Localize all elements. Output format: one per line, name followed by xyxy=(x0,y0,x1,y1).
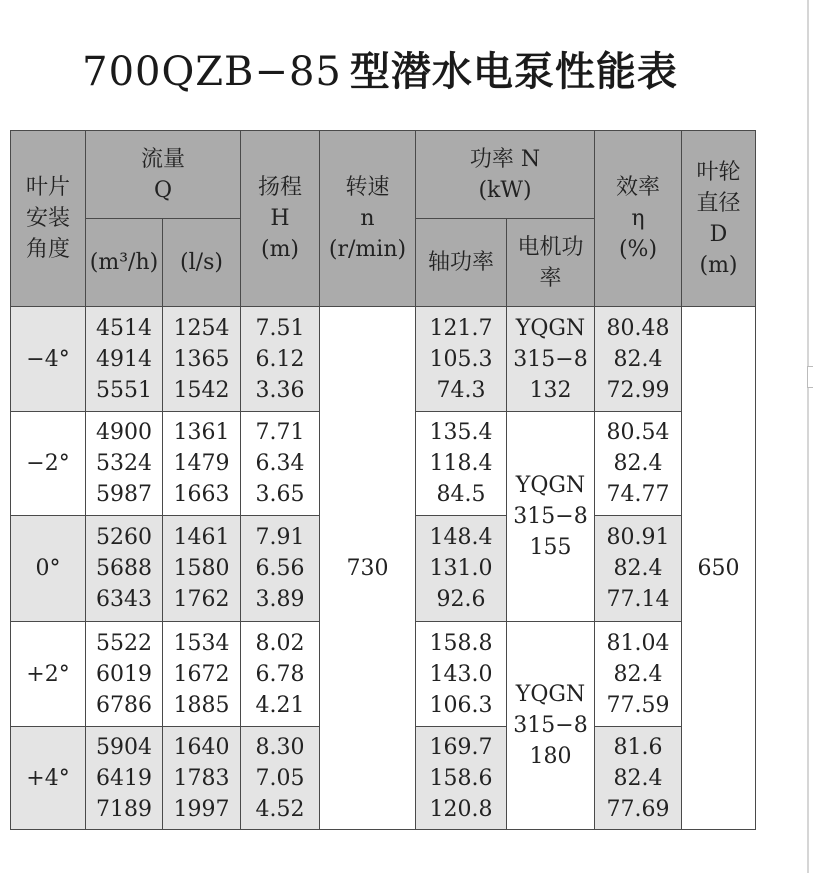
q-m3h-cell xyxy=(86,727,163,830)
angle-cell: −2° xyxy=(11,412,86,516)
cell-line: 84.5 xyxy=(436,482,486,507)
cell-line: 流量 xyxy=(140,146,185,172)
cell-line: 92.6 xyxy=(436,587,486,612)
cell-line: 315−8 xyxy=(513,504,588,529)
cell-line: 135.4 xyxy=(429,420,493,445)
cell-line: 180 xyxy=(529,744,572,769)
cell-line: 叶片 xyxy=(25,175,70,200)
cell-line: 81.04 xyxy=(606,630,670,656)
shaft-power-cell xyxy=(416,727,507,830)
header-power xyxy=(416,131,595,219)
cell-line: D xyxy=(709,221,728,247)
header-shaft-power: 轴功率 xyxy=(416,219,507,307)
cell-line: 80.54 xyxy=(606,420,670,445)
cell-line: 72.99 xyxy=(606,377,670,403)
cell-line: 1254 xyxy=(173,315,230,341)
cell-line: 1361 xyxy=(173,420,230,445)
cell-line: 106.3 xyxy=(429,692,493,718)
cell-line: 1640 xyxy=(173,734,230,760)
q-m3h-cell xyxy=(86,622,163,727)
header-efficiency xyxy=(595,131,682,307)
cell-line: 4.52 xyxy=(255,796,305,822)
motor-cell xyxy=(507,412,595,622)
cell-line: 82.4 xyxy=(613,661,663,687)
cell-line: 4.21 xyxy=(255,692,305,718)
cell-line: 7.05 xyxy=(255,765,305,791)
cell-line: 1461 xyxy=(173,525,230,550)
cell-line: 8.02 xyxy=(255,630,305,656)
cell-line: (r/min) xyxy=(328,237,407,262)
header-flow-m3h: (m³/h) xyxy=(86,219,163,307)
cell-line: 角度 xyxy=(25,237,70,262)
cell-line: YQGN xyxy=(515,682,586,707)
cell-line: 5260 xyxy=(96,525,152,550)
efficiency-cell xyxy=(595,727,682,830)
cell-line: 148.4 xyxy=(429,525,493,550)
title-model: 700QZB−85 xyxy=(82,49,342,95)
angle-cell: 0° xyxy=(11,516,86,622)
cell-line: 82.4 xyxy=(613,765,663,791)
motor-cell xyxy=(507,307,595,412)
shaft-power-cell xyxy=(416,307,507,412)
q-ls-cell xyxy=(163,307,241,412)
page-title xyxy=(0,40,760,97)
cell-line: 直径 xyxy=(696,190,741,216)
cell-line: 7.91 xyxy=(255,525,305,550)
head-cell xyxy=(241,622,320,727)
cell-line: (%) xyxy=(618,237,658,262)
efficiency-cell xyxy=(595,516,682,622)
cell-line: H xyxy=(270,206,290,231)
efficiency-cell xyxy=(595,307,682,412)
efficiency-cell xyxy=(595,412,682,516)
q-ls-cell xyxy=(163,516,241,622)
angle-cell: +2° xyxy=(11,622,86,727)
cell-line: 5324 xyxy=(96,451,152,476)
impeller-cell: 650 xyxy=(682,307,756,830)
cell-line: 4514 xyxy=(96,315,152,341)
cell-line: 扬程 xyxy=(257,175,302,200)
cell-line: 77.69 xyxy=(606,796,670,822)
cell-line: 315−8 xyxy=(513,713,588,738)
cell-line: 82.4 xyxy=(613,451,663,476)
cell-line: 158.8 xyxy=(429,630,493,656)
angle-cell: −4° xyxy=(11,307,86,412)
header-speed xyxy=(320,131,416,307)
header-motor-power: 电机功率 xyxy=(507,219,595,307)
cell-line: 功率 N xyxy=(469,146,541,172)
cell-line: 132 xyxy=(529,377,572,403)
q-m3h-cell xyxy=(86,307,163,412)
cell-line: 1365 xyxy=(173,346,230,372)
cell-line: 5688 xyxy=(96,556,152,581)
cell-line: 3.89 xyxy=(255,587,305,612)
cell-line: 1534 xyxy=(173,630,230,656)
cell-line: 4914 xyxy=(96,346,152,372)
cell-line: 158.6 xyxy=(429,765,493,791)
cell-line: 5522 xyxy=(96,630,152,656)
page-edge xyxy=(807,0,809,873)
cell-line: 效率 xyxy=(615,175,660,200)
cell-line: 118.4 xyxy=(429,451,493,476)
cell-line: 8.30 xyxy=(255,734,305,760)
cell-line: 82.4 xyxy=(613,346,663,372)
shaft-power-cell xyxy=(416,412,507,516)
cell-line: 6786 xyxy=(96,692,152,718)
motor-cell xyxy=(507,622,595,830)
cell-line: YQGN xyxy=(515,473,586,498)
cell-line: 6.56 xyxy=(255,556,305,581)
q-ls-cell xyxy=(163,622,241,727)
shaft-power-cell xyxy=(416,622,507,727)
cell-line: 3.65 xyxy=(255,482,305,507)
scroll-marker[interactable] xyxy=(807,366,813,388)
cell-line: 6.34 xyxy=(255,451,305,476)
cell-line: 叶轮 xyxy=(696,159,741,185)
cell-line: 80.48 xyxy=(606,315,670,341)
cell-line: 7.71 xyxy=(255,420,305,445)
header-flow xyxy=(86,131,241,219)
cell-line: 121.7 xyxy=(429,315,493,341)
title-suffix: 型潜水电泵性能表 xyxy=(349,49,678,95)
cell-line: 6019 xyxy=(96,661,152,687)
q-m3h-cell xyxy=(86,412,163,516)
cell-line: 131.0 xyxy=(429,556,493,581)
cell-line: 77.14 xyxy=(606,587,670,612)
q-m3h-cell xyxy=(86,516,163,622)
cell-line: 80.91 xyxy=(606,525,670,550)
angle-cell: +4° xyxy=(11,727,86,830)
cell-line: 1762 xyxy=(173,587,230,612)
cell-line: 74.3 xyxy=(436,377,486,403)
cell-line: 169.7 xyxy=(429,734,493,760)
cell-line: 安装 xyxy=(25,206,70,231)
cell-line: 1479 xyxy=(173,451,230,476)
cell-line: 1580 xyxy=(173,556,230,581)
cell-line: 1885 xyxy=(173,692,230,718)
cell-line: 6419 xyxy=(96,765,152,791)
header-flow-ls: (l/s) xyxy=(163,219,241,307)
cell-line: (m) xyxy=(260,237,300,262)
cell-line: 105.3 xyxy=(429,346,493,372)
header-head xyxy=(241,131,320,307)
cell-line: (m) xyxy=(699,252,738,278)
cell-line: 6.78 xyxy=(255,661,305,687)
cell-line: 5551 xyxy=(96,377,152,403)
cell-line: 81.6 xyxy=(613,734,663,760)
cell-line: 5904 xyxy=(96,734,152,760)
q-ls-cell xyxy=(163,727,241,830)
head-cell xyxy=(241,307,320,412)
cell-line: 6.12 xyxy=(255,346,305,372)
cell-line: 82.4 xyxy=(613,556,663,581)
cell-line: 1997 xyxy=(173,796,230,822)
cell-line: 6343 xyxy=(96,587,152,612)
cell-line: 143.0 xyxy=(429,661,493,687)
q-ls-cell xyxy=(163,412,241,516)
cell-line: 1542 xyxy=(173,377,230,403)
cell-line: 4900 xyxy=(96,420,152,445)
cell-line: (kW) xyxy=(478,177,532,203)
cell-line: 7189 xyxy=(96,796,152,822)
cell-line: Q xyxy=(153,177,173,203)
cell-line: 120.8 xyxy=(429,796,493,822)
header-angle xyxy=(11,131,86,307)
header-impeller xyxy=(682,131,756,307)
cell-line: 1783 xyxy=(173,765,230,791)
cell-line: 155 xyxy=(529,535,572,560)
cell-line: 5987 xyxy=(96,482,152,507)
cell-line: 7.51 xyxy=(255,315,305,341)
head-cell xyxy=(241,727,320,830)
shaft-power-cell xyxy=(416,516,507,622)
cell-line: 315−8 xyxy=(513,346,588,372)
cell-line: n xyxy=(360,206,375,231)
cell-line: 1672 xyxy=(173,661,230,687)
cell-line: YQGN xyxy=(515,315,586,341)
cell-line: 转速 xyxy=(345,175,390,200)
head-cell xyxy=(241,412,320,516)
cell-line: 1663 xyxy=(173,482,230,507)
cell-line: η xyxy=(631,206,645,231)
speed-cell: 730 xyxy=(320,307,416,830)
efficiency-cell xyxy=(595,622,682,727)
cell-line: 3.36 xyxy=(255,377,305,403)
cell-line: 74.77 xyxy=(606,482,670,507)
cell-line: 77.59 xyxy=(606,692,670,718)
head-cell xyxy=(241,516,320,622)
performance-table xyxy=(10,130,756,830)
